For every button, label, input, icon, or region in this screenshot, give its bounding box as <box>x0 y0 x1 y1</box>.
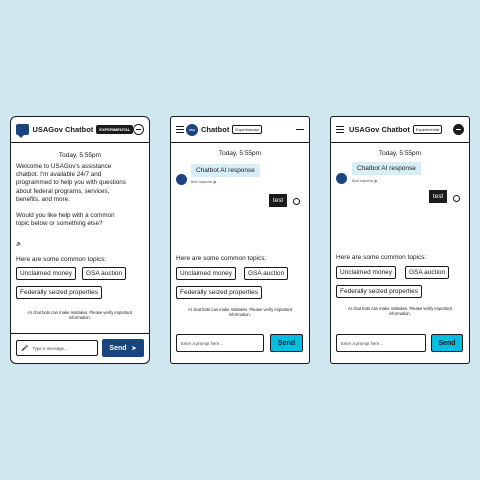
experimental-badge: Experimental <box>232 125 261 134</box>
chat-title: USAGov Chatbot <box>32 125 94 134</box>
topic-chip-gsa-auction[interactable]: GSA auction <box>405 266 449 279</box>
speaker-icon[interactable]: 🔈 <box>16 241 23 247</box>
topic-chip-unclaimed-money[interactable]: Unclaimed money <box>176 267 236 280</box>
topics-label: Here are some common topics: <box>176 255 267 262</box>
bot-avatar-icon <box>176 174 187 185</box>
response-meta: Bear response 🔈 <box>352 179 379 183</box>
user-avatar-icon <box>453 195 460 202</box>
chat-footer <box>11 333 149 363</box>
timestamp: Today, 5:55pm <box>58 152 102 159</box>
prompt-input[interactable]: Enter a prompt here... <box>176 334 264 352</box>
speaker-icon[interactable]: 🔈 <box>213 180 218 184</box>
topic-chip-unclaimed-money[interactable]: Unclaimed money <box>16 267 76 280</box>
chat-title: USAGov Chatbot <box>349 125 410 134</box>
minimize-icon[interactable] <box>133 124 144 135</box>
send-button[interactable] <box>102 339 144 357</box>
menu-icon[interactable] <box>176 126 184 133</box>
send-arrow-icon: ➤ <box>131 345 137 352</box>
timestamp: Today, 5:55pm <box>378 150 422 157</box>
message-input-placeholder: Type a message... <box>32 345 68 351</box>
chat-panel-2 <box>170 116 310 364</box>
chat-header <box>171 117 309 143</box>
disclaimer: AI chat bots can make mistakes. Please verify important information. <box>27 310 133 321</box>
disclaimer: AI chat bots can make mistakes. Please verify important information. <box>347 306 453 317</box>
chat-logo-icon <box>16 124 29 135</box>
disclaimer: AI chat bots can make mistakes. Please verify important information. <box>187 307 293 318</box>
topic-chip-gsa-auction[interactable]: GSA auction <box>82 267 126 280</box>
chat-header <box>331 117 469 143</box>
chat-header <box>11 117 149 143</box>
minimize-icon[interactable] <box>296 129 304 131</box>
bot-avatar-icon <box>336 173 347 184</box>
topic-chip-unclaimed-money[interactable]: Unclaimed money <box>336 266 396 279</box>
user-message-bubble: test <box>269 194 287 207</box>
topic-chip-federally-seized[interactable]: Federally seized properties <box>176 286 262 299</box>
user-message-bubble: test <box>429 190 447 203</box>
topic-chip-federally-seized[interactable]: Federally seized properties <box>16 286 102 299</box>
bot-response-bubble: Chatbot AI response <box>352 162 421 175</box>
send-button[interactable]: Send <box>270 334 303 352</box>
message-input[interactable] <box>16 340 98 356</box>
topic-chip-gsa-auction[interactable]: GSA auction <box>244 267 288 280</box>
chat-panel-1 <box>10 116 150 364</box>
topics-label: Here are some common topics: <box>16 256 107 263</box>
usagov-logo-icon: USA <box>186 124 198 136</box>
bot-response-bubble: Chatbot AI response <box>191 164 260 177</box>
microphone-icon[interactable]: 🎤 <box>21 345 29 352</box>
send-label: Send <box>109 344 127 352</box>
user-avatar-icon <box>293 198 300 205</box>
welcome-message: Welcome to USAGov's assistance chatbot. I'm available 24/7 and programmed to help you with questions about federal programs, services, benefits, and more. <box>16 163 126 203</box>
speaker-icon[interactable]: 🔈 <box>374 179 379 183</box>
topic-chip-federally-seized[interactable]: Federally seized properties <box>336 285 422 298</box>
chat-title: Chatbot <box>201 125 230 134</box>
experimental-badge: EXPERIMENTAL <box>96 125 133 134</box>
chat-panel-3 <box>330 116 470 364</box>
minimize-icon[interactable] <box>453 124 464 135</box>
experimental-badge: Experimental <box>413 125 442 134</box>
question-message: Would you like help with a common topic below or something else? <box>16 212 115 228</box>
topics-label: Here are some common topics: <box>336 254 427 261</box>
menu-icon[interactable] <box>336 126 344 133</box>
prompt-input[interactable]: Enter a prompt here... <box>336 334 426 352</box>
response-meta: Bear response 🔈 <box>191 180 218 184</box>
send-button[interactable]: Send <box>431 334 463 352</box>
timestamp: Today, 5:55pm <box>218 150 262 157</box>
